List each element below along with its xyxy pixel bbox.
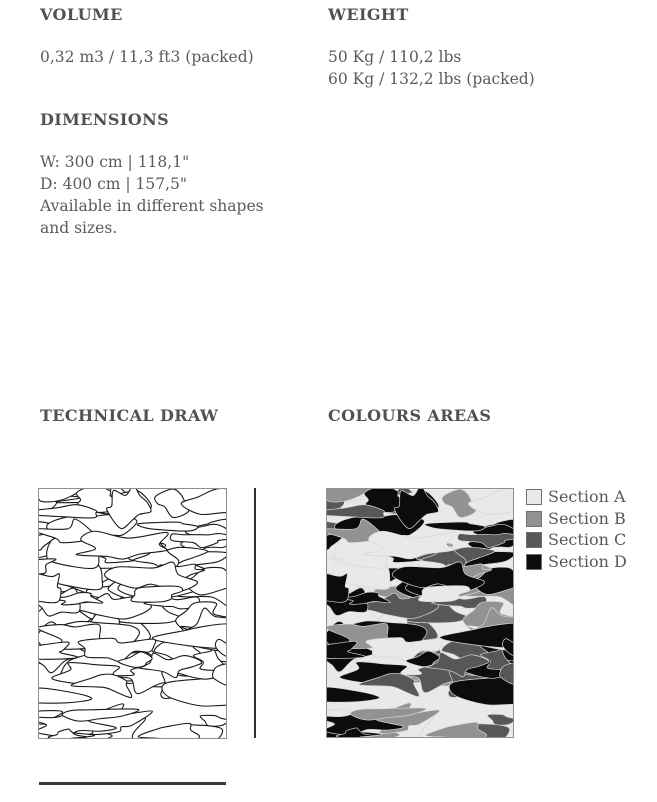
weight-values bbox=[328, 46, 535, 90]
legend-row-section-d bbox=[526, 551, 627, 571]
technical-draw-figure bbox=[38, 488, 227, 739]
colour-legend bbox=[526, 489, 627, 570]
section-b-swatch bbox=[526, 511, 542, 527]
weight-heading: WEIGHT bbox=[328, 5, 409, 24]
section-d-label: Section D bbox=[548, 551, 627, 571]
section-a-swatch bbox=[526, 489, 542, 505]
dimension-line: D: 400 cm | 157,5" bbox=[40, 175, 188, 193]
section-b-label: Section B bbox=[548, 508, 626, 528]
volume-heading: VOLUME bbox=[40, 5, 123, 24]
dimensions-heading: DIMENSIONS bbox=[40, 110, 170, 129]
section-d-swatch bbox=[526, 554, 542, 570]
section-c-label: Section C bbox=[548, 530, 627, 549]
vertical-divider bbox=[254, 488, 256, 738]
dimension-line: W: 300 cm | 118,1" bbox=[40, 153, 190, 171]
technical-draw-pattern bbox=[39, 489, 226, 738]
legend-row-section-b bbox=[526, 508, 627, 528]
section-a-label: Section A bbox=[548, 487, 626, 506]
colours-areas-pattern bbox=[327, 489, 513, 737]
weight-line: 50 Kg / 110,2 lbs bbox=[328, 48, 462, 66]
colours-areas-heading: COLOURS AREAS bbox=[328, 406, 492, 425]
legend-row-section-c bbox=[526, 532, 627, 548]
volume-value: 0,32 m3 / 11,3 ft3 (packed) bbox=[40, 48, 254, 66]
legend-row-section-a bbox=[526, 489, 627, 505]
dimensions-values bbox=[40, 151, 292, 239]
colours-areas-figure bbox=[326, 488, 514, 738]
weight-line: 60 Kg / 132,2 lbs (packed) bbox=[328, 70, 535, 88]
bottom-rule bbox=[39, 782, 226, 785]
technical-draw-heading: TECHNICAL DRAW bbox=[40, 406, 219, 425]
dimension-line: Available in different shapes and sizes. bbox=[40, 197, 264, 237]
section-c-swatch bbox=[526, 532, 542, 548]
